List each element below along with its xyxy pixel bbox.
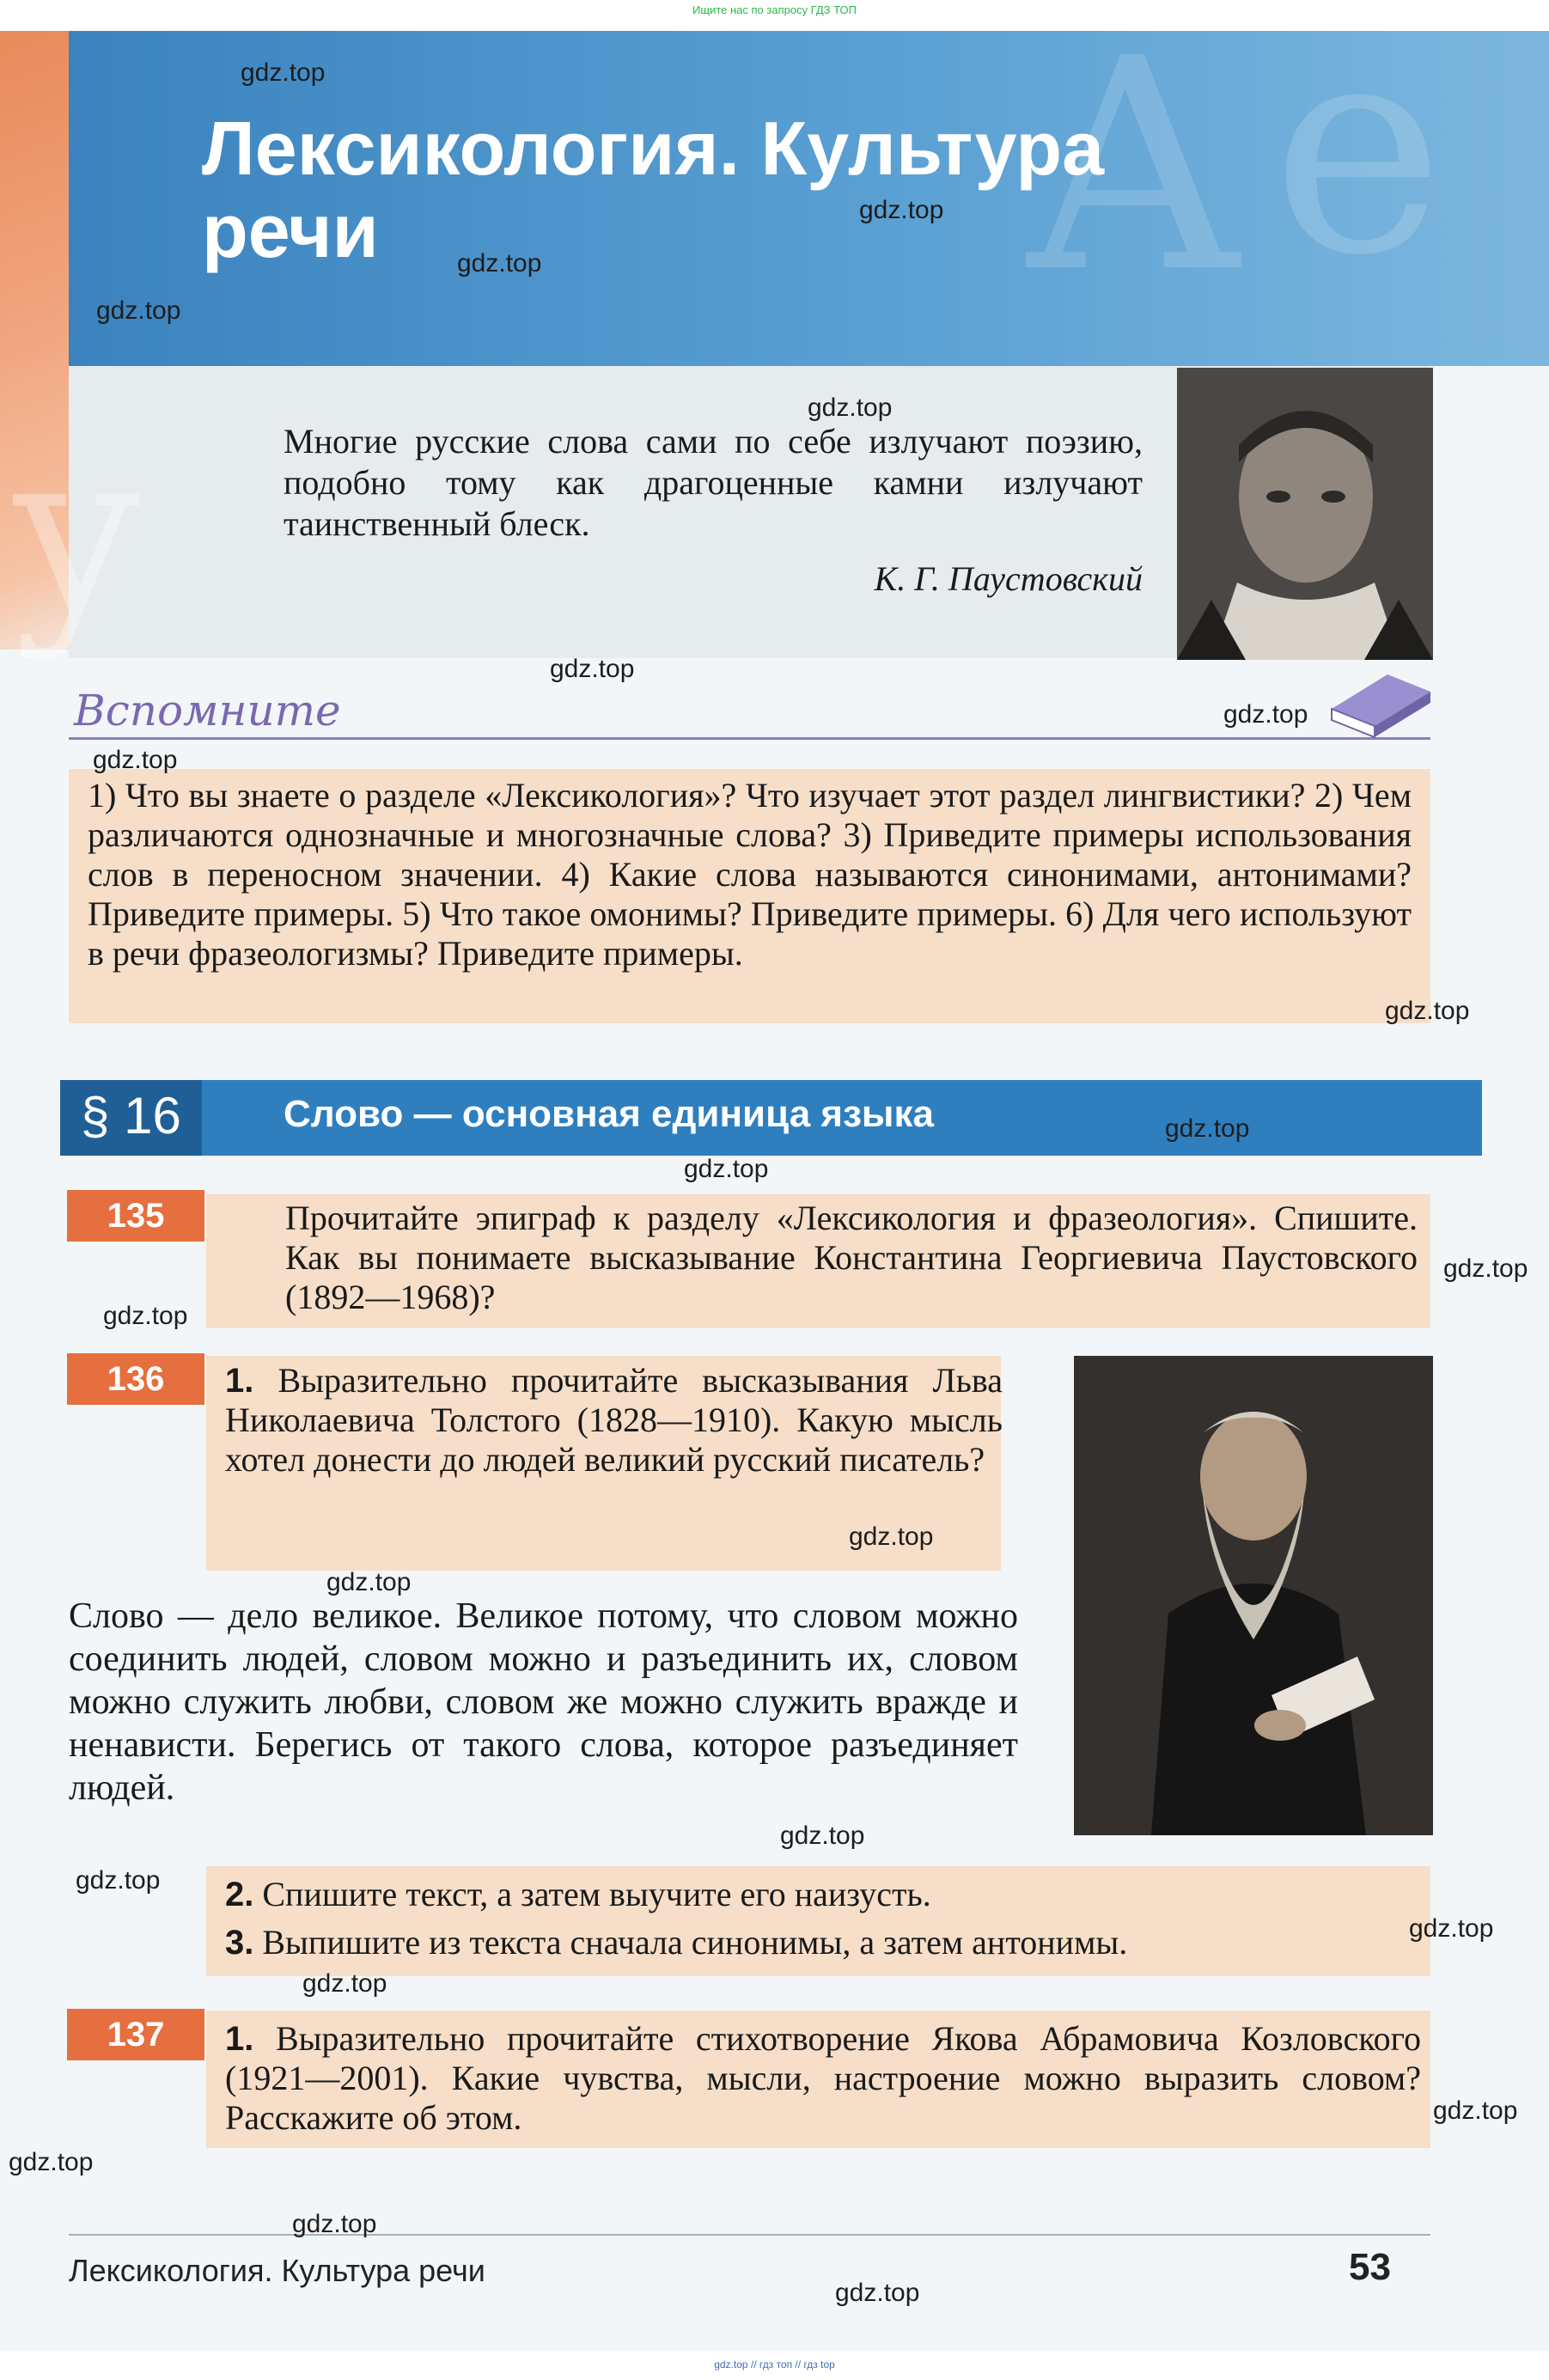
epigraph-text: Многие русские слова сами по себе излучают поэзию, подобно тому как драгоценные камни излучают таинственный блеск. [284,422,1143,543]
watermark: gdz.top [835,2279,920,2307]
task-text: Выразительно прочитайте высказывания Льва Николаевича Толстого (1828—1910). Какую мысль хотел донести до людей великий русский писатель? [225,1361,1003,1479]
decor-letter: у [10,404,142,663]
task-number: 1. [225,1362,254,1400]
section-title: Слово — основная единица языка [284,1093,935,1135]
remember-box [69,769,1430,1023]
watermark: gdz.top [292,2210,377,2238]
watermark: gdz.top [1385,997,1470,1025]
watermark: gdz.top [302,1969,387,1998]
chapter-title-line1: Лексикология. Культура [202,106,1105,191]
remember-underline [69,737,1430,740]
exercise-135-label: 135 [67,1190,204,1242]
watermark: gdz.top [849,1523,934,1551]
watermark: gdz.top [76,1866,161,1895]
task-text: Спишите текст, а затем выучите его наизусть. [262,1875,931,1913]
task-number: 2. [225,1876,254,1913]
chapter-title-line2: речи [202,188,379,273]
watermark: gdz.top [859,196,944,224]
banner-decoration: А е [1022,31,1445,337]
bottom-note: gdz.top // гдз топ // гдз top [714,2359,835,2371]
task-text: Выпишите из текста сначала синонимы, а затем антонимы. [262,1923,1128,1962]
exercise-136-label: 136 [67,1353,204,1405]
watermark: gdz.top [93,746,178,774]
watermark: gdz.top [1433,2096,1518,2125]
watermark: gdz.top [326,1568,412,1596]
epigraph-author: К. Г. Паустовский [874,559,1143,598]
paustovsky-portrait [1177,368,1433,660]
footer-title: Лексикология. Культура речи [69,2253,485,2288]
exercise-137-task-1 [225,2019,1421,2138]
exercise-136-task-1 [225,1361,1003,1480]
footer-rule [69,2234,1430,2236]
watermark: gdz.top [1443,1254,1528,1283]
watermark: gdz.top [780,1822,865,1850]
watermark: gdz.top [1223,700,1308,729]
watermark: gdz.top [457,249,542,278]
exercise-136-task-2 [225,1875,1428,1914]
remember-text: 1) Что вы знаете о разделе «Лексикология»? Что изучает этот раздел лингвистики? 2) Чем различаются однозначные и многозначные слова? 3) Приведите примеры использования слов в переносном значении. 4) Какие слова называются синонимами, антонимами? Приведите примеры. 5) Что такое омонимы? Приведите примеры. 6) Для чего используют в речи фразеологизмы? Приведите примеры. [88,776,1412,973]
watermark: gdz.top [550,655,635,683]
tolstoy-quote: Слово — дело великое. Великое потому, что словом можно соединить людей, словом можно и разъединить их, словом можно служить любви, словом же можно служить вражде и ненависти. Берегись от такого слова, которое разъединяет людей. [69,1596,1018,1808]
page-number: 53 [1349,2246,1391,2288]
exercise-137-label: 137 [67,2009,204,2060]
watermark: gdz.top [1165,1114,1250,1143]
watermark: gdz.top [9,2148,94,2176]
tolstoy-portrait [1074,1356,1433,1835]
task-number: 3. [225,1924,254,1962]
section-number: § 16 [81,1087,181,1144]
watermark: gdz.top [684,1155,769,1183]
watermark: gdz.top [241,58,326,87]
portrait-image-icon [1074,1356,1433,1835]
task-number: 1. [225,2020,254,2058]
exercise-136-task-3 [225,1923,1428,1962]
exercise-135-text: Прочитайте эпиграф к разделу «Лексикология и фразеология». Спишите. Как вы понимаете высказывание Константина Георгиевича Паустовского (1892—1968)? [285,1199,1418,1316]
watermark: gdz.top [1409,1914,1494,1943]
remember-heading: Вспомните [74,686,341,735]
portrait-image-icon [1177,368,1433,660]
watermark: gdz.top [96,296,181,325]
watermark: gdz.top [103,1302,188,1330]
book-icon [1323,670,1435,739]
chapter-title [202,107,1319,272]
top-note: Ищите нас по запросу ГДЗ ТОП [692,3,857,16]
task-text: Выразительно прочитайте стихотворение Якова Абрамовича Козловского (1921—2001). Какие чувства, мысли, настроение можно выразить словом? Расскажите об этом. [225,2019,1422,2137]
watermark: gdz.top [808,394,893,422]
